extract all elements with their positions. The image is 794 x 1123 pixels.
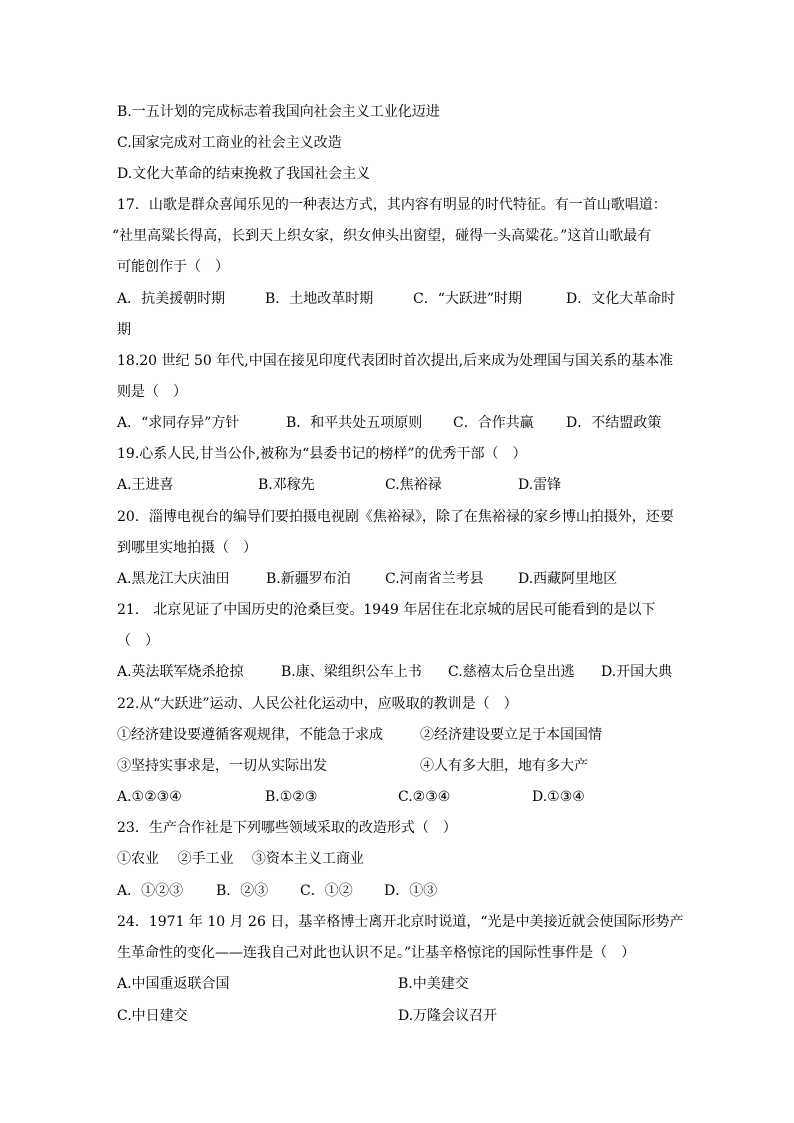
q18-option-d: D．不结盟政策 <box>566 415 662 431</box>
q17-option-c: C．“大跃进”时期 <box>413 291 523 307</box>
q24-option-d: D.万隆会议召开 <box>398 1008 498 1024</box>
q23-option-c: C．①② <box>300 883 353 899</box>
q21-stem-line1: 21． 北京见证了中国历史的沧桑巨变。1949 年居住在北京城的居民可能看到的是以下 <box>117 602 656 618</box>
q20-option-b: B.新疆罗布泊 <box>266 571 351 587</box>
q19-option-b: B.邓稼先 <box>258 477 315 493</box>
q18-option-b: B．和平共处五项原则 <box>286 415 423 431</box>
q20-option-d: D.西藏阿里地区 <box>518 571 618 587</box>
q19-stem: 19.心系人民,甘当公仆,被称为“县委书记的榜样”的优秀干部（ ） <box>117 446 527 462</box>
q21-option-a: A.英法联军烧杀抢掠 <box>117 664 244 680</box>
q17-stem-line3: 可能创作于（ ） <box>117 259 229 275</box>
q22-option-b: B.①②③ <box>265 789 318 805</box>
q20-stem-line1: 20．淄博电视台的编导们要拍摄电视剧《焦裕禄》，除了在焦裕禄的家乡博山拍摄外，还要 <box>117 509 674 525</box>
q20-option-c: C.河南省兰考县 <box>385 571 484 587</box>
q16-option-b: B.一五计划的完成标志着我国向社会主义工业化迈进 <box>117 104 440 120</box>
q23-option-a: A．①②③ <box>117 883 184 899</box>
q21-option-c: C.慈禧太后仓皇出逃 <box>448 664 575 680</box>
q18-stem-line1: 18.20 世纪 50 年代,中国在接见印度代表团时首次提出,后来成为处理国与国关系的基本准 <box>117 353 674 369</box>
q16-option-d: D.文化大革命的结束挽救了我国社会主义 <box>117 166 371 182</box>
q17-stem-line1: 17．山歌是群众喜闻乐见的一种表达方式，其内容有明显的时代特征。有一首山歌唱道： <box>117 197 667 213</box>
q22-statement-3: ③坚持实事求是，一切从实际出发 <box>117 758 327 774</box>
q17-option-b: B．土地改革时期 <box>265 291 374 307</box>
q21-stem-line2: （ ） <box>117 633 159 649</box>
q22-statement-2: ②经济建设要立足于本国国情 <box>420 727 602 743</box>
q18-stem-line2: 则是（ ） <box>117 384 187 400</box>
q24-option-c: C.中日建交 <box>117 1008 188 1024</box>
q24-stem-line2: 生革命性的变化——连我自己对此也认识不足。”让基辛格惊诧的国际性事件是（ ） <box>117 945 636 961</box>
q24-option-b: B.中美建交 <box>398 976 469 992</box>
q20-stem-line2: 到哪里实地拍摄（ ） <box>117 540 257 556</box>
q17-stem-line2: “社里高粱长得高，长到天上织女家，织女伸头出窗望，碰得一头高粱花。”这首山歌最有 <box>112 228 652 244</box>
q23-statements: ①农业 ②手工业 ③资本主义工商业 <box>117 851 364 867</box>
q21-option-b: B.康、梁组织公车上书 <box>281 664 422 680</box>
q22-stem: 22.从“大跃进”运动、人民公社化运动中，应吸取的教训是（ ） <box>117 696 518 712</box>
q22-option-a: A.①②③④ <box>117 789 182 805</box>
q19-option-d: D.雷锋 <box>518 477 562 493</box>
q19-option-c: C.焦裕禄 <box>385 477 442 493</box>
q22-statement-4: ④人有多大胆，地有多大产 <box>420 758 588 774</box>
q23-stem: 23．生产合作社是下列哪些领域采取的改造形式（ ） <box>117 820 457 836</box>
q17-option-d: D．文化大革命时 <box>566 291 676 307</box>
q19-option-a: A.王进喜 <box>117 477 174 493</box>
q20-option-a: A.黑龙江大庆油田 <box>117 571 230 587</box>
q17-option-a: A．抗美援朝时期 <box>117 291 226 307</box>
q22-option-d: D.①③④ <box>532 789 585 805</box>
q22-statement-1: ①经济建设要遵循客观规律，不能急于求成 <box>117 727 383 743</box>
q21-option-d: D.开国大典 <box>601 664 673 680</box>
q24-stem-line1: 24．1971 年 10 月 26 日，基辛格博士离开北京时说道，“光是中美接近就会使国际形势产 <box>117 914 684 930</box>
q24-option-a: A.中国重返联合国 <box>117 976 230 992</box>
q18-option-c: C．合作共赢 <box>453 415 534 431</box>
q23-option-d: D．①③ <box>384 883 438 899</box>
q17-option-d-wrap: 期 <box>117 322 131 338</box>
q22-option-c: C.②③④ <box>398 789 451 805</box>
q23-option-b: B．②③ <box>216 883 269 899</box>
q18-option-a: A．“求同存异”方针 <box>117 415 240 431</box>
q16-option-c: C.国家完成对工商业的社会主义改造 <box>117 135 342 151</box>
